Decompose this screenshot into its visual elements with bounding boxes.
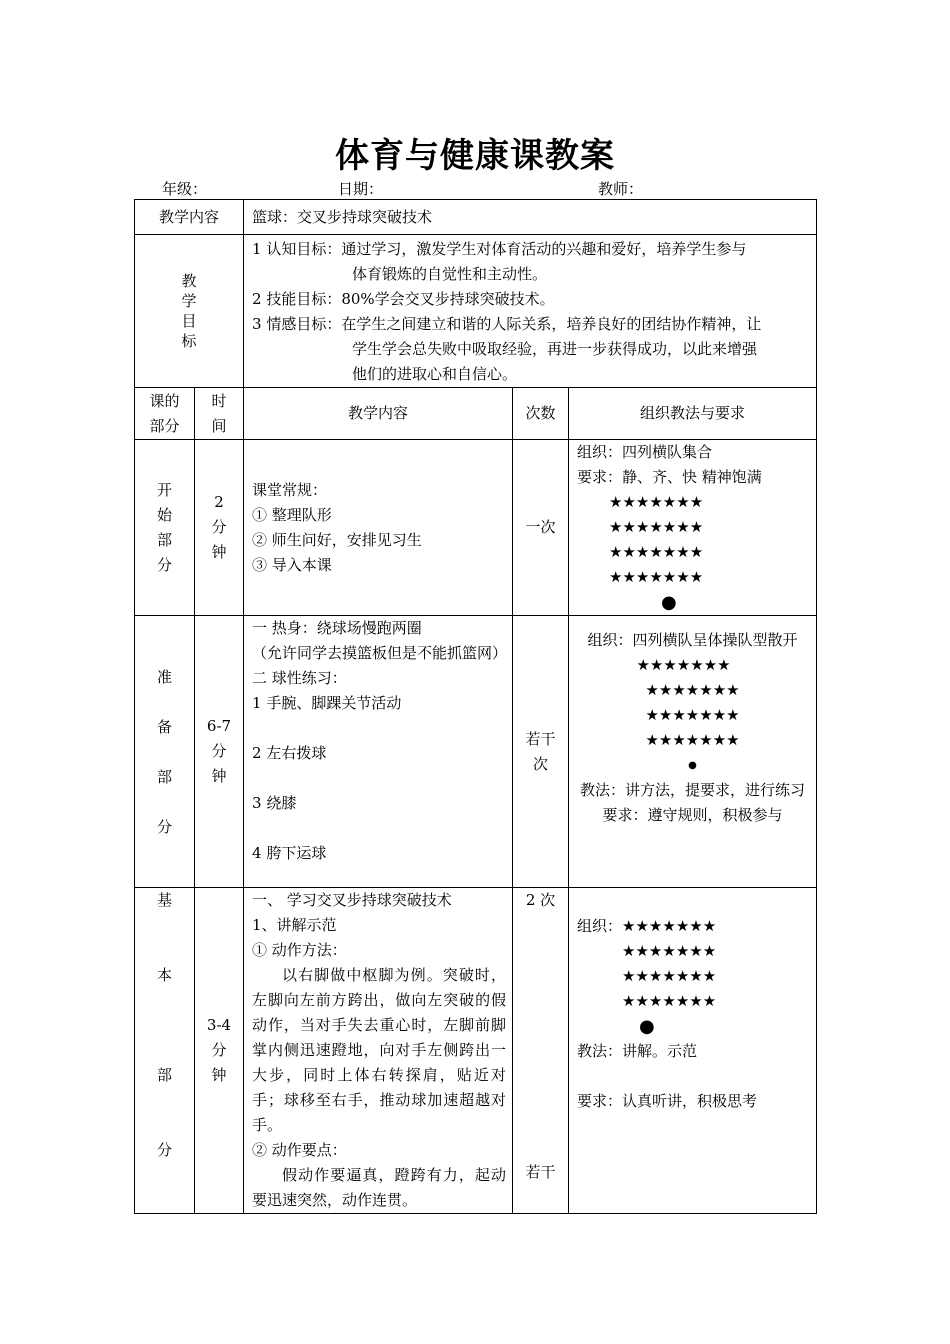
goal-skill: 2 技能目标：80%学会交叉步持球突破技术。 [252,290,555,308]
start-count: 一次 [513,440,569,616]
start-org: 组织：四列横队集合 要求：静、齐、快 精神饱满 ★★★★★★★ ★★★★★★★ ★★★★★★★ ★★★★★★★ ● [569,440,817,616]
header-count: 次数 [513,388,569,440]
teacher-dot: ● [688,760,697,771]
content-value: 篮球：交叉步持球突破技术 [244,200,817,235]
lesson-plan-table [134,199,817,1214]
formation-stars: ★★★★★★★ ★★★★★★★ ★★★★★★★ ★★★★★★★ [636,656,740,749]
main-org: 组织： ★★★★★★★ ★★★★★★★ ★★★★★★★ ★★★★★★★ ● 教法：讲解。示范 要求：认真听讲，积极思考 [569,888,817,1214]
goal-cognitive: 1 认知目标：通过学习，激发学生对体育活动的兴趣和爱好，培养学生参与 [252,240,747,258]
grade-label: 年级： [162,180,208,198]
goals-label: 教 学 目 标 [135,235,244,388]
prep-time: 6-7 分 钟 [195,616,244,888]
main-part-label: 基 本 部 分 [135,888,195,1214]
date-label: 日期： [338,180,384,198]
page-title: 体育与健康课教案 [335,136,615,176]
goal-emotion: 3 情感目标：在学生之间建立和谐的人际关系，培养良好的团结协作精神，让 [252,315,762,333]
teacher-label: 教师： [598,180,644,198]
header-time: 时 间 [195,388,244,440]
header-org: 组织教法与要求 [569,388,817,440]
prep-part-label: 准 备 部 分 [135,616,195,888]
start-content: 课堂常规： ① 整理队形 ② 师生问好，安排见习生 ③ 导入本课 [244,440,513,616]
prep-count: 若干 次 [513,616,569,888]
main-time: 3-4 分 钟 [195,888,244,1214]
formation-stars: ★★★★★★★ ★★★★★★★ ★★★★★★★ ★★★★★★★ [609,493,704,586]
start-part-label: 开 始 部 分 [135,440,195,616]
main-content: 一、 学习交叉步持球突破技术 1、讲解示范 ① 动作方法： 以右脚做中枢脚为例。突破时，左脚向左前方跨出，做向左突破的假动作，当对手失去重心时，左脚前脚掌内侧迅速蹬地，向对手左侧跨出一大步，同时上体右转探肩，贴近对手；球移至右手，推动球加速超越对手。 ② 动作要点： 假动作要逼真，蹬跨有力，起动要迅速突然，动作连贯。 [244,888,513,1214]
formation-stars: ★★★★★★★ ★★★★★★★ ★★★★★★★ ★★★★★★★ [622,917,717,1010]
content-label: 教学内容 [135,200,244,235]
main-count: 2 次 若干 [513,888,569,1214]
start-time: 2 分 钟 [195,440,244,616]
header-content: 教学内容 [244,388,513,440]
teacher-dot: ● [639,1016,655,1037]
goals-text: 1 认知目标：通过学习，激发学生对体育活动的兴趣和爱好，培养学生参与 体育锻炼的自觉性和主动性。 2 技能目标：80%学会交叉步持球突破技术。 3 情感目标：在学生之间建立和谐的人际关系，培养良好的团结协作精神，让 学生学会总失败中吸取经验，再进一步获得成功，以此来增强 他们的进取心和自信心。 [244,235,817,388]
header-part: 课的 部分 [135,388,195,440]
teacher-dot: ● [661,592,677,613]
prep-content: 一 热身：绕球场慢跑两圈 （允许同学去摸篮板但是不能抓篮网） 二 球性练习： 1 手腕、脚踝关节活动 2 左右拨球 3 绕膝 4 胯下运球 [244,616,513,888]
prep-org: 组织：四列横队呈体操队型散开 ★★★★★★★ ★★★★★★★ ★★★★★★★ ★★★★★★★ ● 教法：讲方法，提要求，进行练习 要求：遵守规则，积极参与 [569,616,817,888]
